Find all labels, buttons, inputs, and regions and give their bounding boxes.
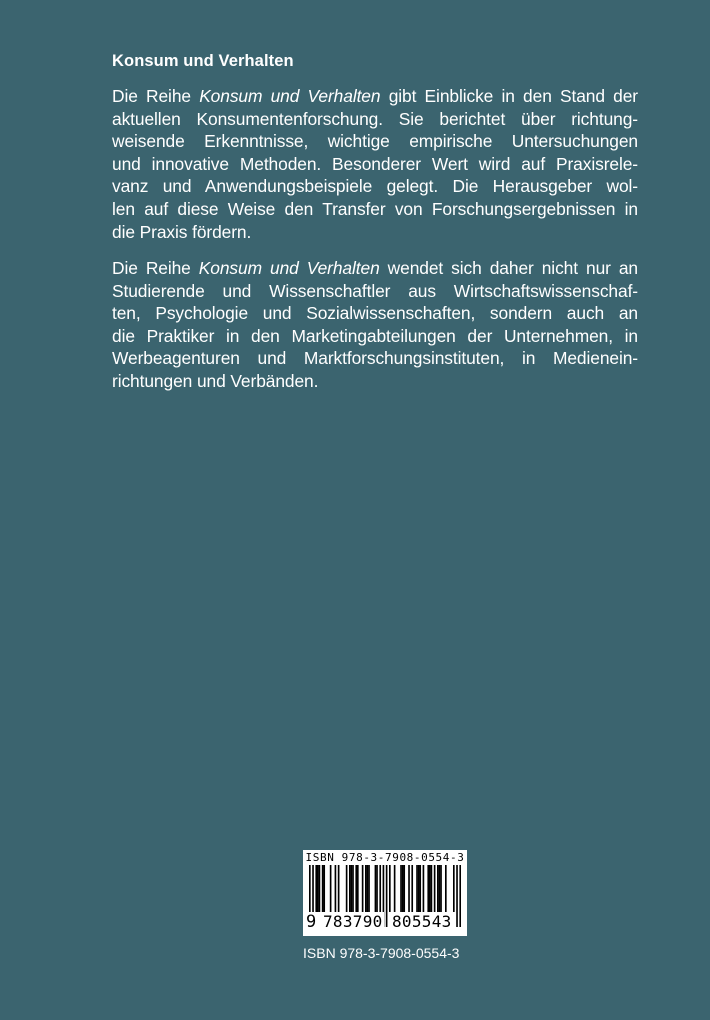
text-line: richtungen und Verbänden. [112,370,319,391]
text-line [112,257,638,280]
text-run: Die Reihe [112,86,200,106]
barcode-right-digits: 805543 [392,912,452,931]
barcode-bar [418,865,420,912]
text-line: und innovative Methoden. Besonderer Wert wird auf Praxisrele- [112,153,638,174]
text-line: len auf diese Weise den Transfer von Forschungsergebnissen in [112,198,638,219]
barcode-bar [362,865,364,912]
barcode-bar [346,865,348,912]
barcode-bar [431,865,433,912]
barcode-lead-digit: 9 [306,912,317,932]
text-line [112,85,638,108]
barcode-bar [434,865,436,912]
description-paragraph-2 [112,257,638,393]
barcode-bar [322,865,324,912]
barcode-bar [403,865,405,912]
barcode-bar [351,865,353,912]
barcode-bar [459,865,461,927]
text-line: Werbeagenturen und Marktforschungsinstituten, in Medienein- [112,348,638,369]
text-run: wendet sich daher nicht nur an [379,258,638,278]
barcode-bar [437,865,439,912]
barcode-left-digits: 783790 [323,912,383,931]
text-run: Die Reihe [112,258,199,278]
series-name-italic: Konsum und Verhalten [198,258,380,278]
barcode-bar [349,865,351,912]
barcode-bar [419,865,421,912]
barcode-bar [367,865,369,912]
barcode-bar [375,865,377,912]
isbn-number: ISBN 978-3-7908-0554-3 [303,945,460,961]
barcode-bar [386,865,388,927]
text-line: Studierende und Wissenschaftler aus Wirtschaftswissenschaf- [112,280,638,301]
barcode-bar [355,865,357,912]
barcode-bar [365,865,367,912]
barcode-bar [427,865,429,912]
barcode-bar [440,865,442,912]
barcode-bar [368,865,370,912]
barcode-bar [416,865,418,912]
text-line: ten, Psychologie und Sozialwissenschaften, sondern auch an [112,303,638,324]
barcode-bar [323,865,325,912]
text-line: vanz und Anwendungsbeispiele gelegt. Die Herausgeber wol- [112,176,638,197]
barcode-bar [315,865,317,912]
text-line: die Praktiker in den Marketingabteilungen der Unternehmen, in [112,325,638,346]
barcode-bar [394,865,396,912]
barcode-bar [439,865,441,912]
text-line: aktuellen Konsumentenforschung. Sie berichtet über richtung- [112,108,638,129]
barcode-bar [319,865,321,912]
barcode-bar [408,865,410,912]
barcode-bar [376,865,378,912]
barcode-bar [338,865,340,912]
barcode-bar [445,865,447,912]
barcode-bar [423,865,425,912]
text-line: die Praxis fördern. [112,221,252,242]
series-name-italic: Konsum und Verhalten [199,86,381,106]
description-paragraph-1 [112,85,638,243]
text-run: gibt Einblicke in den Stand der [380,86,638,106]
barcode-bar [317,865,319,912]
barcode-isbn-label: ISBN 978-3-7908-0554-3 [305,851,465,864]
barcode-bar [357,865,359,912]
barcode-bar [453,865,455,912]
barcode-bar [400,865,402,912]
barcode-bar [429,865,431,912]
barcode-bar [379,865,381,912]
barcode-bar [402,865,404,912]
barcode-bar [335,865,337,912]
barcode-bar [456,865,458,927]
series-title: Konsum und Verhalten [112,52,294,70]
barcode-bar [352,865,354,912]
isbn-barcode [303,850,467,936]
barcode-bar [411,865,413,912]
barcode-bar [389,865,391,912]
barcode-bar [330,865,332,912]
text-line: weisende Erkenntnisse, wichtige empirische Untersuchungen [112,131,638,152]
